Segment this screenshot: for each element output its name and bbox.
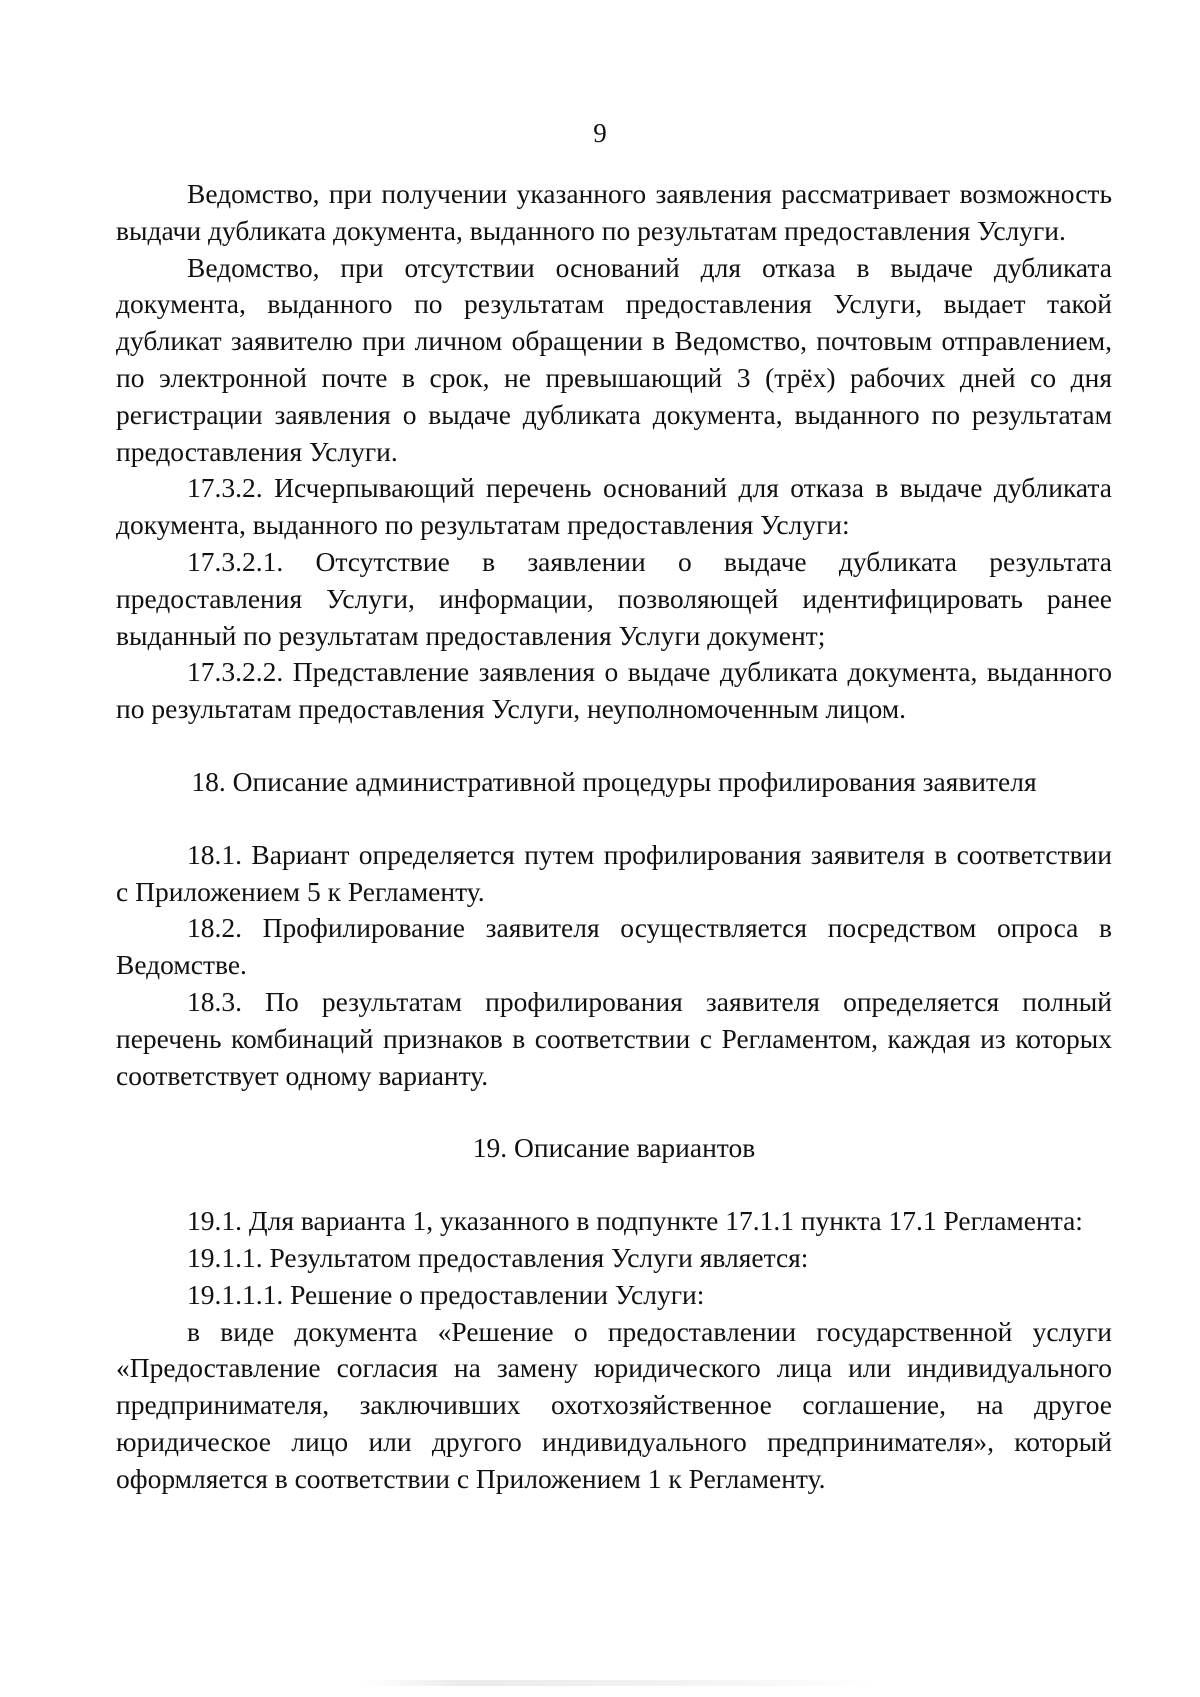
page-number: 9 <box>593 118 607 148</box>
paragraph-17-3-2-2: 17.3.2.2. Представление заявления о выдаче дубликата документа, выданного по результатам предоставления Услуги, неуполномоченным лицом. <box>116 656 1112 725</box>
section-19-heading: 19. Описание вариантов <box>472 1132 756 1164</box>
paragraph-duplicate-issue: Ведомство, при отсутствии оснований для отказа в выдаче дубликата документа, выданного по результатам предоставления Услуги, выдает такой дубликат заявителю при личном обращении в Ведомство, почтовым отправлением, по электронной почте в срок, не превышающий 3 (трёх) рабочих дней со дня регистрации заявления о выдаче дубликата документа, выданного по результатам предоставления Услуги. <box>116 251 1112 467</box>
paragraph-17-3-2-1: 17.3.2.1. Отсутствие в заявлении о выдаче дубликата результата предоставления Услуги, информации, позволяющей идентифицировать ранее выданный по результатам предоставления Услуги документ; <box>116 545 1112 651</box>
paragraph-17-3-2: 17.3.2. Исчерпывающий перечень оснований для отказа в выдаче дубликата документа, выданного по результатам предоставления Услуги: <box>116 472 1112 541</box>
paragraph-19-1-1-1: 19.1.1.1. Решение о предоставлении Услуги: <box>187 1278 705 1310</box>
document-body <box>116 176 1112 1498</box>
paragraph-18-2: 18.2. Профилирование заявителя осуществляется посредством опроса в Ведомстве. <box>116 912 1112 981</box>
paragraph-19-1: 19.1. Для варианта 1, указанного в подпункте 17.1.1 пункта 17.1 Регламента: <box>187 1205 1083 1237</box>
paragraph-duplicate-review: Ведомство, при получении указанного заявления рассматривает возможность выдачи дубликата документа, выданного по результатам предоставления Услуги. <box>116 178 1112 246</box>
paragraph-19-1-1: 19.1.1. Результатом предоставления Услуги является: <box>187 1241 809 1273</box>
paragraph-18-3: 18.3. По результатам профилирования заявителя определяется полный перечень комбинаций признаков в соответствии с Регламентом, каждая из которых соответствует одному варианту. <box>116 985 1112 1091</box>
scan-artifact <box>360 1680 880 1686</box>
paragraph-18-1: 18.1. Вариант определяется путем профилирования заявителя в соответствии с Приложением 5 к Регламенту. <box>116 838 1112 907</box>
paragraph-decision-document: в виде документа «Решение о предоставлении государственной услуги «Предоставление согласия на замену юридического лица или индивидуального предпринимателя, заключивших охотхозяйственное соглашение, на другое юридическое лицо или другого индивидуального предпринимателя», который оформляется в соответствии с Приложением 1 к Регламенту. <box>116 1315 1112 1494</box>
section-18-heading: 18. Описание административной процедуры профилирования заявителя <box>191 765 1037 797</box>
